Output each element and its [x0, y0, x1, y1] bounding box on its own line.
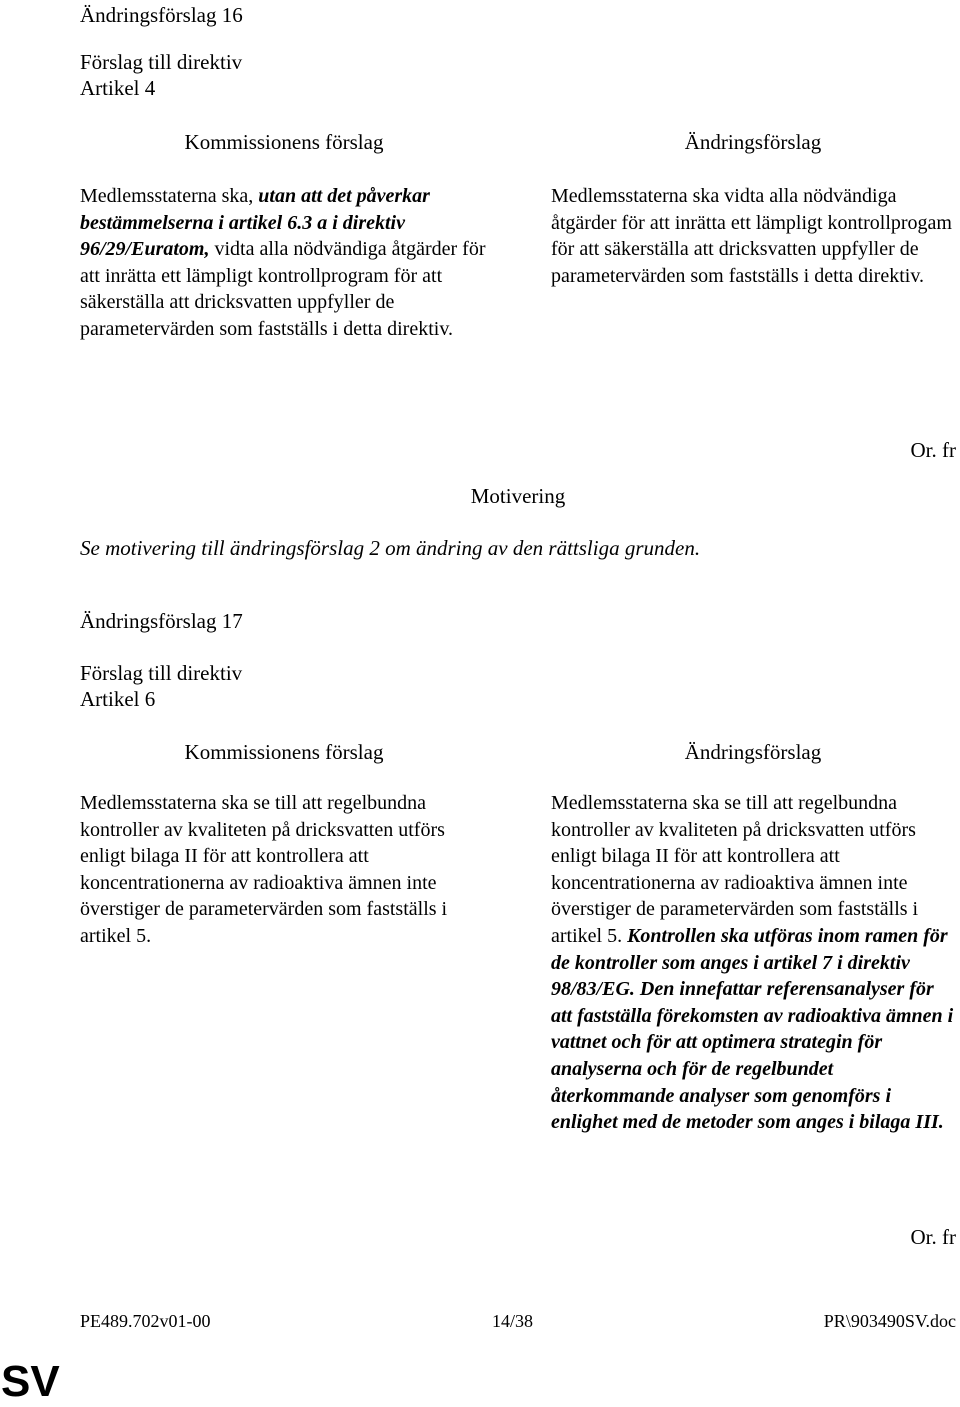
- amendment-16-left-text: Medlemsstaterna ska, utan att det påverkar bestämmelserna i artikel 6.3 a i direktiv 96/29/Euratom, vidta alla nödvändiga åtgärder för att inrätta ett lämpligt kontrollprogram för att säkerställa att dricksvatten uppfyller de parametervärden som fastställs i detta direktiv.: [80, 185, 486, 340]
- amendment-17-right-text: Medlemsstaterna ska se till att regelbundna kontroller av kvaliteten på dricksvatten utförs enligt bilaga II för att kontrollera att koncentrationerna av radioaktiva ämnen inte överstiger de parametervärden som fastställs i artikel 5. Kontrollen ska utföras inom ramen för de kontroller som anges i artikel 7 i direktiv 98/83/EG. Den innefattar referensanalyser för att fastställa förekomsten av radioaktiva ämnen i vattnet och för att optimera strategin för analyserna och för de regelbundet återkommande analyser som genomförs i enlighet med de metoder som anges i bilaga III.: [551, 792, 954, 1134]
- footer-language-code: SV: [1, 1357, 60, 1406]
- amendment-17-right-column-title: Ändringsförslag: [684, 740, 822, 764]
- footer-page-number: 14/38: [491, 1311, 533, 1331]
- amendment-17-language-note: Or. fr: [910, 1225, 956, 1249]
- footer-doc-ref: PE489.702v01-00: [80, 1311, 211, 1331]
- amendment-17-left-text: Medlemsstaterna ska se till att regelbundna kontroller av kvaliteten på dricksvatten utförs enligt bilaga II för att kontrollera att koncentrationerna av radioaktiva ämnen inte överstiger de parametervärden som fastställs i artikel 5.: [80, 792, 448, 947]
- amendment-16-right-text: Medlemsstaterna ska vidta alla nödvändiga åtgärder för att inrätta ett lämpligt kontrollprogam för att säkerställa att dricksvatten uppfyller de parametervärden som fastställs i detta direktiv.: [551, 185, 952, 287]
- amendment-16-proposal: Förslag till direktiv: [80, 50, 243, 74]
- amendment-17-proposal: Förslag till direktiv: [80, 661, 243, 685]
- amendment-16-right-column-title: Ändringsförslag: [684, 130, 822, 154]
- amendment-16-language-note: Or. fr: [910, 438, 956, 462]
- amendment-17-article: Artikel 6: [80, 687, 156, 711]
- amendment-17-heading: Ändringsförslag 17: [80, 609, 243, 633]
- footer-file-name: PR\903490SV.doc: [823, 1311, 956, 1331]
- amendment-16-article: Artikel 4: [80, 76, 156, 100]
- amendment-16-justification-title: Motivering: [470, 484, 566, 508]
- amendment-17-left-column-title: Kommissionens förslag: [184, 740, 384, 764]
- amendment-16-left-column-title: Kommissionens förslag: [184, 130, 384, 154]
- amendment-16-justification-text: Se motivering till ändringsförslag 2 om ändring av den rättsliga grunden.: [80, 536, 701, 560]
- amendment-16-heading: Ändringsförslag 16: [80, 3, 243, 27]
